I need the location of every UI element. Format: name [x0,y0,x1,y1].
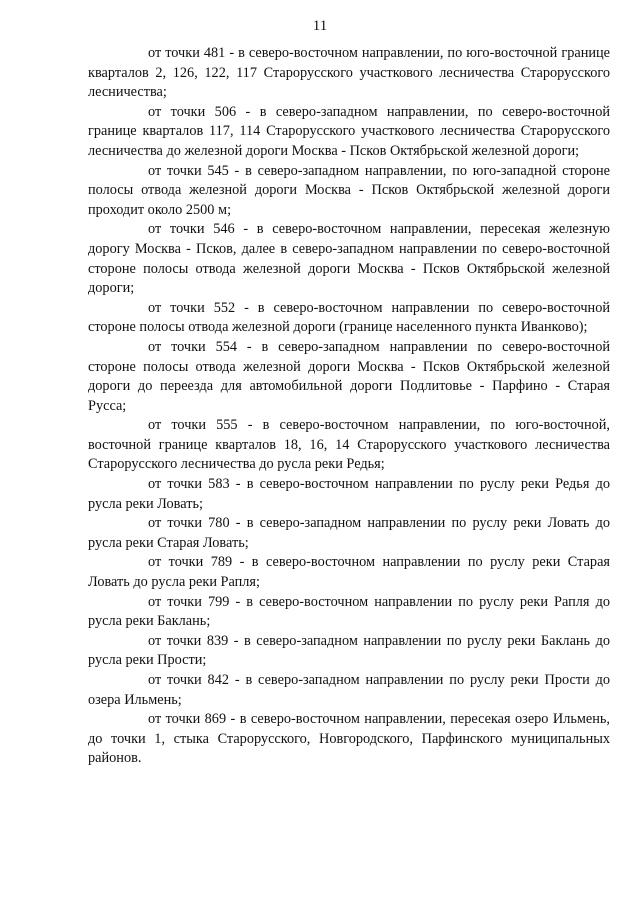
paragraph-point-839: от точки 839 - в северо-западном направлении по руслу реки Баклань до русла реки Прости; [88,632,610,669]
paragraph-point-842: от точки 842 - в северо-западном направлении по руслу реки Прости до озера Ильмень; [88,672,610,708]
paragraph-point-789: от точки 789 - в северо-восточном направлении по руслу реки Старая Ловать до русла реки Рапля; [88,554,610,591]
paragraph-point-546: от точки 546 - в северо-восточном направлении, пересекая железную дорогу Москва - Псков, далее в северо-западном направлении по северо-восточной стороне полосы отвода железной дороги Москва - Псков Октябрьской железной дороги; [88,221,610,297]
paragraph-point-552: от точки 552 - в северо-восточном направлении по северо-восточной стороне полосы отвода железной дороги (границе населенного пункта Иванково); [88,299,610,336]
paragraph-point-583: от точки 583 - в северо-восточном направлении по руслу реки Редья до русла реки Ловать; [88,476,610,512]
paragraph-point-780: от точки 780 - в северо-западном направлении по руслу реки Ловать до русла реки Старая Ловать; [88,515,610,551]
paragraph-point-554: от точки 554 - в северо-западном направлении по северо-восточной стороне полосы отвода железной дороги Москва - Псков Октябрьской железной дороги до переезда для автомобильной дороги Подлитовье - Парфино - Старая Русса; [88,338,610,414]
paragraph-point-545: от точки 545 - в северо-западном направлении, по юго-западной стороне полосы отвода железной дороги Москва - Псков Октябрьской железной дороги проходит около 2500 м; [88,162,610,218]
paragraph-point-799: от точки 799 - в северо-восточном направлении по руслу реки Рапля до русла реки Баклань; [88,593,610,630]
paragraph-point-481: от точки 481 - в северо-восточном направлении, по юго-восточной границе кварталов 2, 126, 122, 117 Старорусского участкового лесничества Старорусского лесничества; [88,45,610,101]
paragraph-point-555: от точки 555 - в северо-восточном направлении, по юго-восточной, восточной границе кварталов 18, 16, 14 Старорусского участкового лесничества Старорусского лесничества до русла реки Редья; [88,417,610,473]
page-number: 11 [312,18,328,34]
document-body [88,44,610,769]
paragraph-point-869: от точки 869 - в северо-восточном направлении, пересекая озеро Ильмень, до точки 1, стыка Старорусского, Новгородского, Парфинского муниципальных районов. [88,711,610,767]
paragraph-point-506: от точки 506 - в северо-западном направлении, по северо-восточной границе кварталов 117, 114 Старорусского участкового лесничества Старорусского лесничества до железной дороги Москва - Псков Октябрьской железной дороги; [88,103,610,159]
